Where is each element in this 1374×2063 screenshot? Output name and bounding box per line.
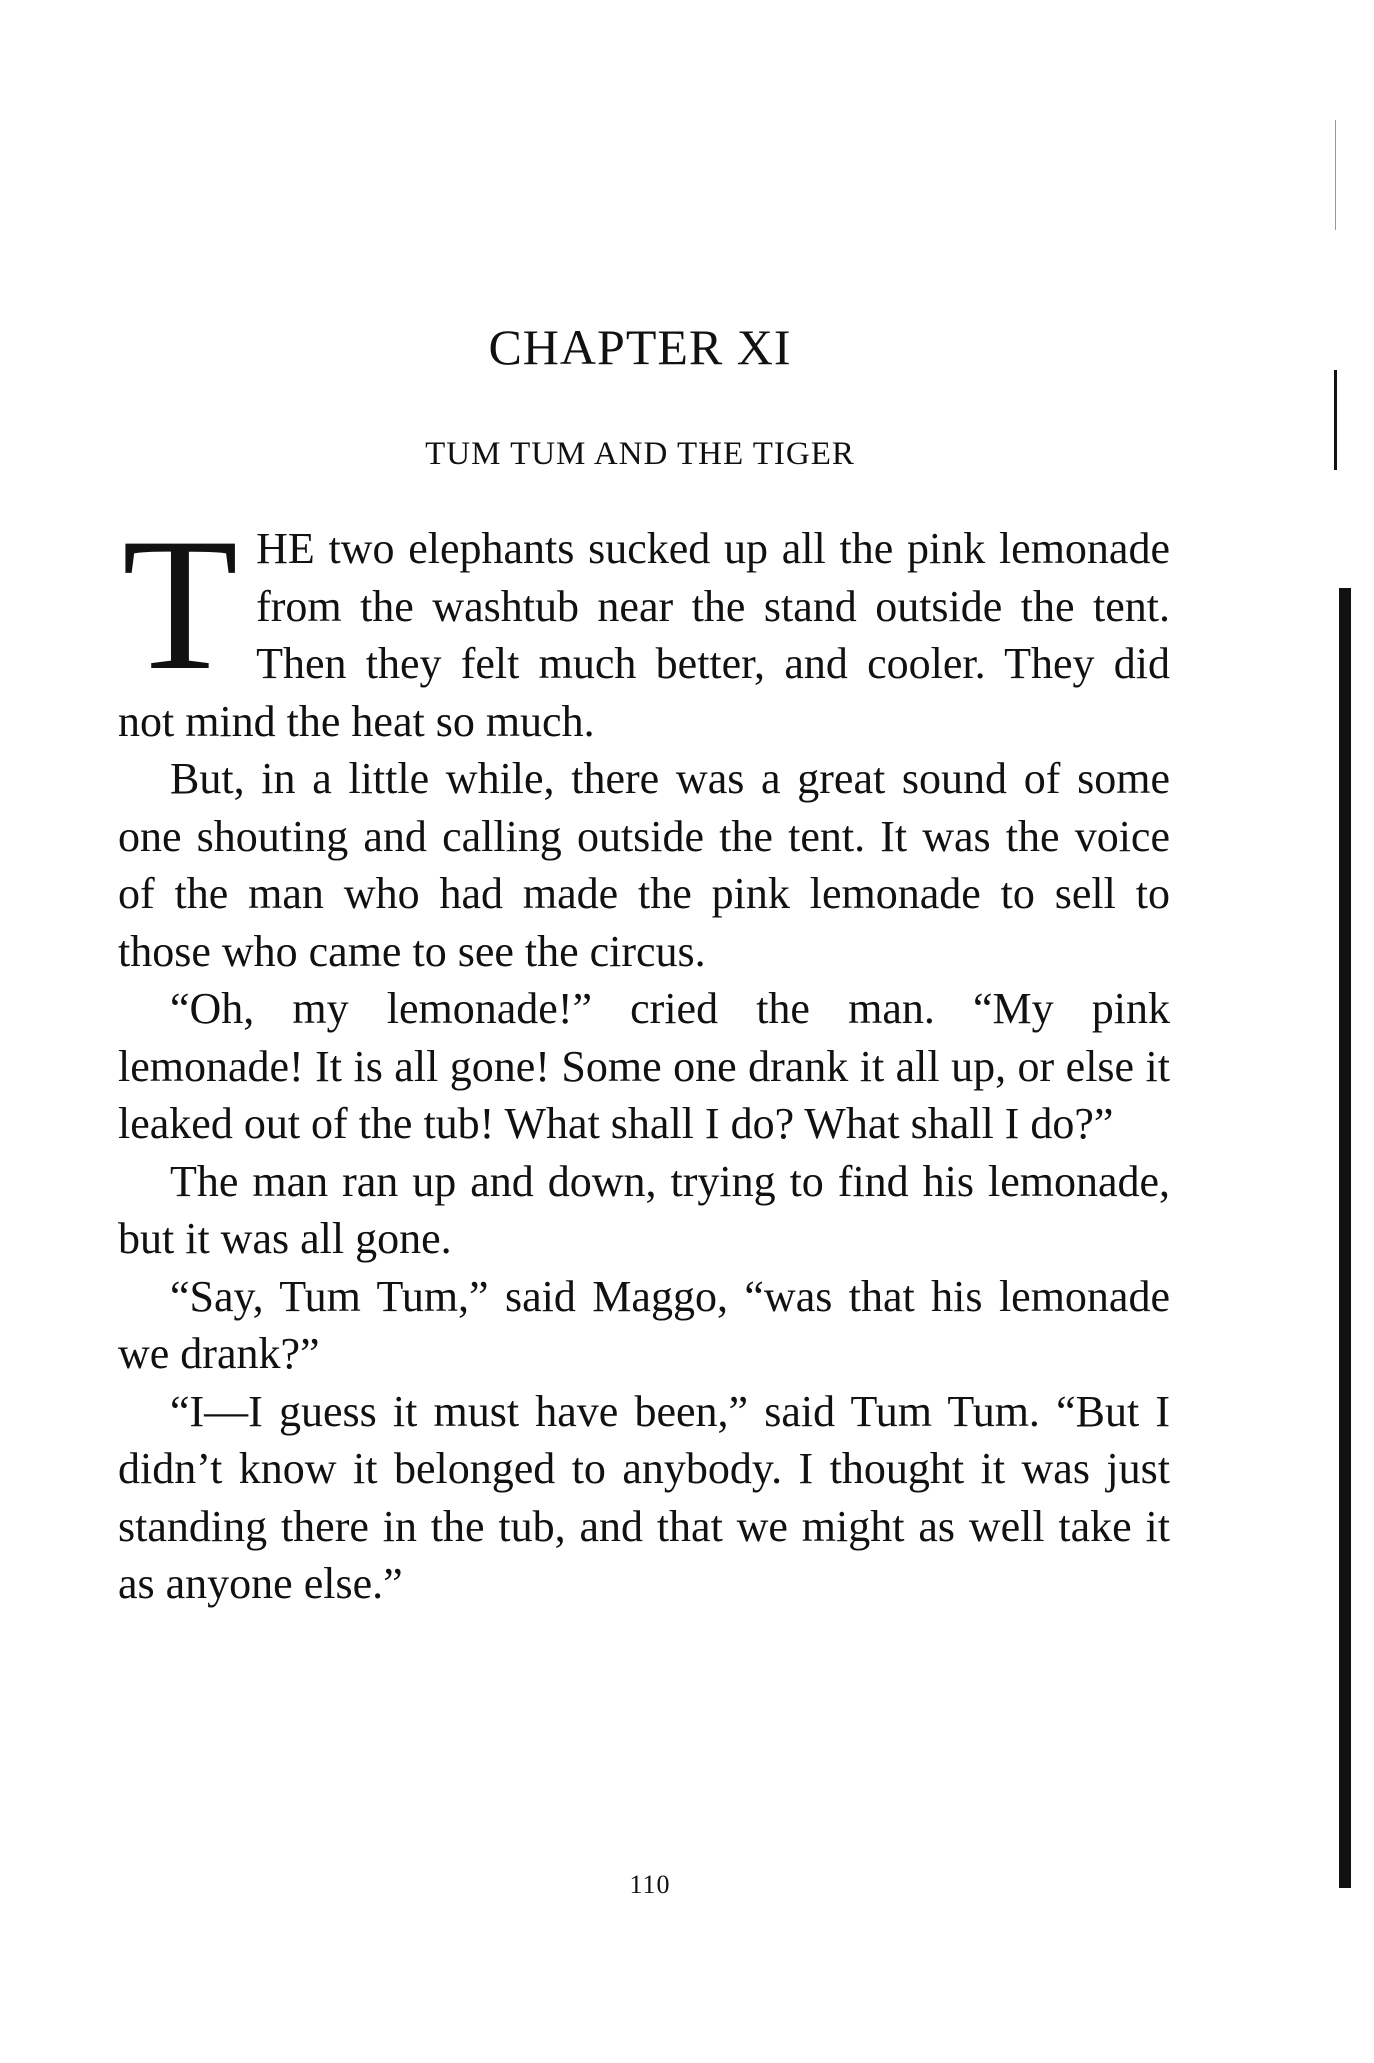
scan-edge-shadow [1339, 588, 1351, 1888]
scan-edge-artifact [1334, 370, 1337, 470]
paragraph: “I—I guess it must have been,” said Tum Tum. “But I didn’t know it belonged to anybody. I thought it was just standing there in the tub, and that we might as well take it as anyone else.” [118, 1386, 1170, 1608]
page-number: 110 [629, 1870, 671, 1899]
paragraph: “Say, Tum Tum,” said Maggo, “was that his lemonade we drank?” [118, 1271, 1170, 1378]
paragraph-text: HE two elephants sucked up all the pink lemonade from the washtub near the stand outside the tent. Then they felt much better, and cooler. They did not mind the heat so much. [118, 524, 1170, 746]
scan-edge-artifact [1335, 120, 1336, 230]
chapter-subtitle: TUM TUM AND THE TIGER [425, 436, 855, 472]
body-text [118, 500, 1170, 1613]
paragraph [118, 500, 1170, 750]
drop-cap: T [122, 500, 239, 710]
paragraph: But, in a little while, there was a great sound of some one shouting and calling outside the tent. It was the voice of the man who had made the pink lemonade to sell to those who came to see the circus. [118, 754, 1170, 976]
paragraph: The man ran up and down, trying to find his lemonade, but it was all gone. [118, 1156, 1170, 1263]
paragraph: “Oh, my lemonade!” cried the man. “My pink lemonade! It is all gone! Some one drank it all up, or else it leaked out of the tub! What shall I do? What shall I do?” [118, 984, 1170, 1148]
chapter-title: CHAPTER XI [488, 319, 792, 375]
